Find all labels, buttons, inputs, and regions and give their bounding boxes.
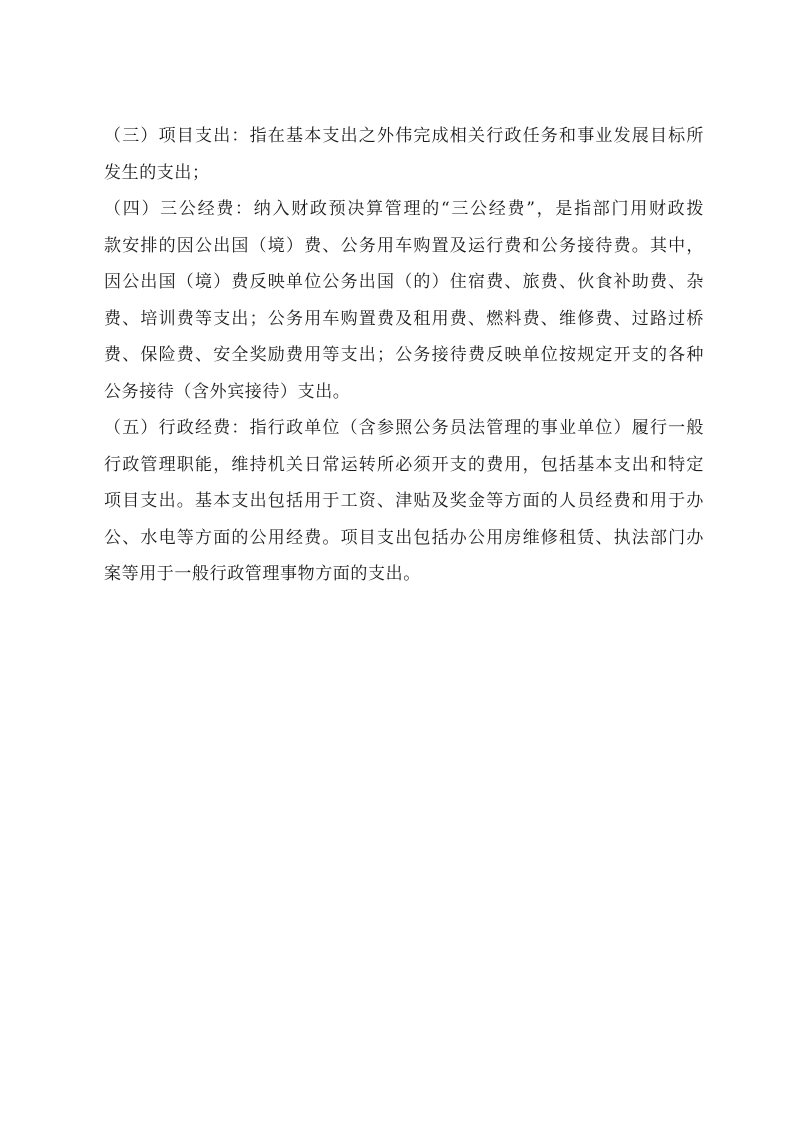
document-body <box>104 118 704 593</box>
text-line: 项目支出。基本支出包括用于工资、津贴及奖金等方面的人员经费和用于办 <box>104 491 704 511</box>
paragraph-three-public-expenses <box>104 191 704 410</box>
text-line: 费、培训费等支出；公务用车购置费及租用费、燃料费、维修费、过路过桥 <box>104 308 704 329</box>
paragraph-administrative-expenses <box>104 410 704 593</box>
text-line: 行政管理职能，维持机关日常运转所必须开支的费用，包括基本支出和特定 <box>104 454 704 475</box>
paragraph-project-expenditure <box>104 118 704 191</box>
text-line: （四）三公经费：纳入财政预决算管理的“三公经费”，是指部门用财政拨 <box>104 199 704 219</box>
text-line: 公务接待（含外宾接待）支出。 <box>104 381 351 402</box>
text-line: 发生的支出； <box>104 162 210 183</box>
text-line: 费、保险费、安全奖励费用等支出；公务接待费反映单位按规定开支的各种 <box>104 345 704 365</box>
text-line: 款安排的因公出国（境）费、公务用车购置及运行费和公务接待费。其中， <box>104 235 704 256</box>
text-line: （五）行政经费：指行政单位（含参照公务员法管理的事业单位）履行一般 <box>104 418 704 438</box>
text-line: 案等用于一般行政管理事物方面的支出。 <box>104 564 421 584</box>
text-line: 因公出国（境）费反映单位公务出国（的）住宿费、旅费、伙食补助费、杂 <box>104 272 704 292</box>
text-line: 公、水电等方面的公用经费。项目支出包括办公用房维修租赁、执法部门办 <box>104 527 704 548</box>
text-line: （三）项目支出：指在基本支出之外伟完成相关行政任务和事业发展目标所 <box>104 126 704 146</box>
